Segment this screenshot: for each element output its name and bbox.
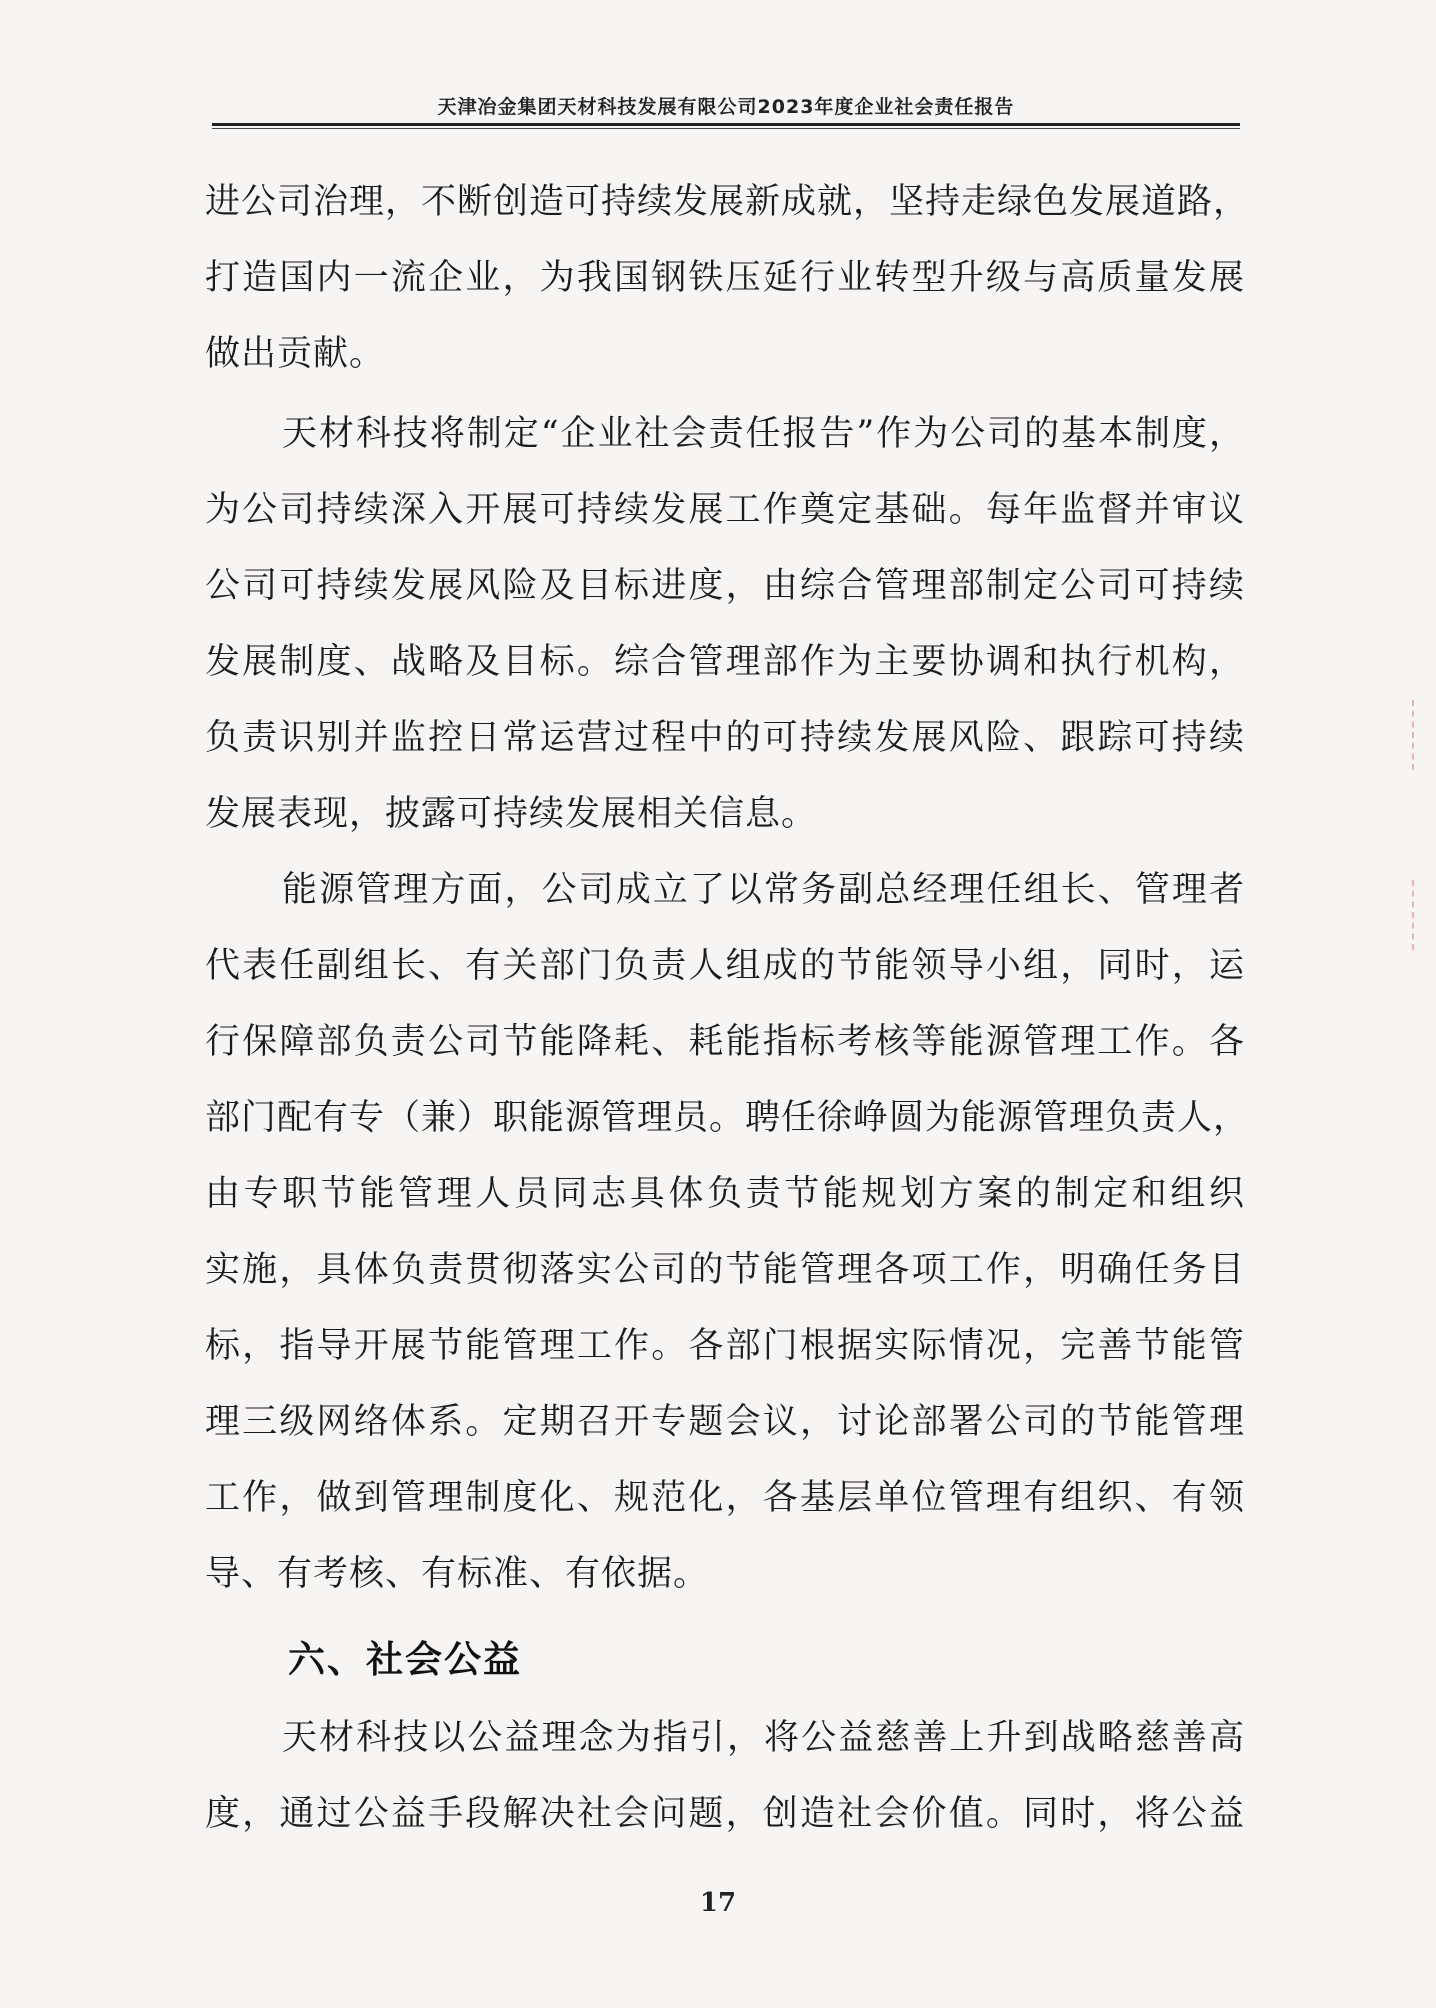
paragraph-line: 导、有考核、有标准、有依据。 bbox=[205, 1554, 710, 1594]
paragraph-line: 理三级网络体系。定期召开专题会议，讨论部署公司的节能管理 bbox=[205, 1402, 1245, 1442]
paragraph-line: 工作，做到管理制度化、规范化，各基层单位管理有组织、有领 bbox=[205, 1478, 1245, 1518]
paragraph-line: 公司可持续发展风险及目标进度，由综合管理部制定公司可持续 bbox=[205, 566, 1245, 606]
section-heading: 六、社会公益 bbox=[288, 1638, 522, 1681]
report-header-title: 天津冶金集团天材科技发展有限公司2023年度企业社会责任报告 bbox=[437, 96, 1015, 118]
paragraph-line: 部门配有专（兼）职能源管理员。聘任徐峥圆为能源管理负责人， bbox=[205, 1098, 1250, 1138]
seal-stamp-edge bbox=[1412, 700, 1436, 770]
paragraph-line: 标，指导开展节能管理工作。各部门根据实际情况，完善节能管 bbox=[205, 1326, 1245, 1366]
paragraph-line: 天材科技将制定“企业社会责任报告”作为公司的基本制度， bbox=[282, 414, 1245, 454]
header-rule-thin bbox=[212, 128, 1240, 129]
seal-stamp-edge bbox=[1412, 880, 1436, 950]
paragraph-line: 实施，具体负责贯彻落实公司的节能管理各项工作，明确任务目 bbox=[205, 1250, 1245, 1290]
paragraph-line: 进公司治理，不断创造可持续发展新成就，坚持走绿色发展道路， bbox=[205, 182, 1250, 222]
paragraph-line: 为公司持续深入开展可持续发展工作奠定基础。每年监督并审议 bbox=[205, 490, 1245, 530]
paragraph-line: 打造国内一流企业，为我国钢铁压延行业转型升级与高质量发展 bbox=[205, 258, 1245, 298]
paragraph-line: 度，通过公益手段解决社会问题，创造社会价值。同时，将公益 bbox=[205, 1794, 1245, 1834]
paragraph-line: 能源管理方面，公司成立了以常务副总经理任组长、管理者 bbox=[282, 870, 1245, 910]
header-rule bbox=[212, 123, 1240, 126]
paragraph-line: 天材科技以公益理念为指引，将公益慈善上升到战略慈善高 bbox=[282, 1718, 1245, 1758]
paragraph-line: 代表任副组长、有关部门负责人组成的节能领导小组，同时，运 bbox=[205, 946, 1245, 986]
paragraph-line: 负责识别并监控日常运营过程中的可持续发展风险、跟踪可持续 bbox=[205, 718, 1245, 758]
paragraph-line: 由专职节能管理人员同志具体负责节能规划方案的制定和组织 bbox=[205, 1174, 1245, 1214]
paragraph-line: 发展制度、战略及目标。综合管理部作为主要协调和执行机构， bbox=[205, 642, 1245, 682]
page-number: 17 bbox=[699, 1888, 737, 1918]
paragraph-line: 发展表现，披露可持续发展相关信息。 bbox=[205, 794, 818, 834]
paragraph-line: 做出贡献。 bbox=[205, 334, 386, 374]
paragraph-line: 行保障部负责公司节能降耗、耗能指标考核等能源管理工作。各 bbox=[205, 1022, 1245, 1062]
